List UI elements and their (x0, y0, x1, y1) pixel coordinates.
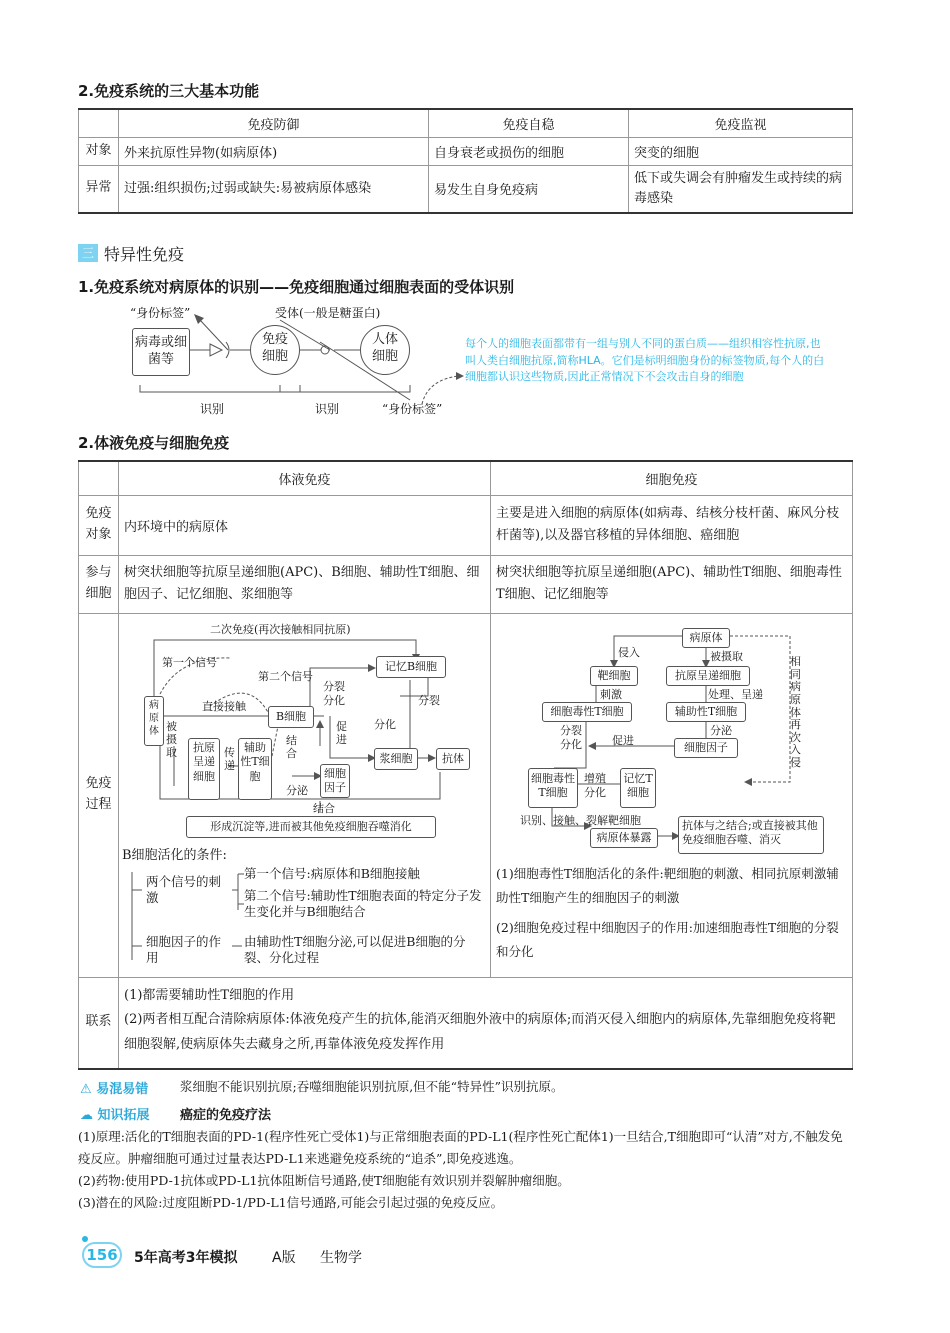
direct-contact-label: 直接接触 (202, 700, 246, 713)
recognition-diagram (120, 300, 450, 425)
row-label-link: 联系 (79, 977, 119, 1069)
promote-label: 促进 (336, 720, 347, 747)
cellular-cells: 树突状细胞等抗原呈递细胞(APC)、辅助性T细胞、细胞毒性T细胞、记忆细胞等 (491, 555, 853, 613)
engulfed-label: 被摄取 (710, 650, 743, 663)
target-cell-box: 靶细胞 (590, 666, 638, 686)
cellular-promote-label: 促进 (612, 734, 634, 747)
cellular-apc-box: 抗原呈递细胞 (666, 666, 750, 686)
confuse-label-text: 易混易错 (96, 1082, 149, 1097)
functions-row-label: 对象 (79, 137, 119, 165)
page-number: 156 (82, 1242, 122, 1268)
secondary-immunity-label: 二次免疫(再次接触相同抗原) (210, 623, 351, 636)
engulf-label: 被摄取 (166, 720, 177, 760)
link-line-1: (1)都需要辅助性T细胞的作用 (124, 987, 295, 1003)
cytokine-action-label: 细胞因子的作用 (146, 934, 222, 966)
bcell-signal1-text: 第一个信号:病原体和B细胞接触 (244, 866, 420, 881)
pathogen-box: 病毒或细菌等 (132, 328, 190, 376)
table-header-empty (79, 461, 119, 495)
cellular-th-box: 辅助性T细胞 (666, 702, 746, 722)
humoral-target: 内环境中的病原体 (119, 495, 491, 555)
link-line-2: (2)两者相互配合清除病原体:体液免疫产生的抗体,能消灭细胞外液中的病原体;而消灭侵入细胞内的病原体,先靠细胞免疫将靶细胞裂解,使病原体失去藏身之所,再靠体液免疫发挥作用 (124, 1012, 836, 1052)
human-cell-circle: 人体细胞 (360, 325, 410, 375)
reinvade-label: 相同病原体再次入侵 (790, 655, 801, 770)
functions-cell: 外来抗原性异物(如病原体) (119, 137, 429, 165)
table-header-cellular: 细胞免疫 (491, 461, 853, 495)
extend-content (78, 1126, 853, 1214)
recognize-label: 识别 (315, 402, 340, 416)
section-title-three-functions: 2.免疫系统的三大基本功能 (78, 82, 260, 100)
cellular-divide-label: 分裂分化 (560, 724, 582, 752)
functions-header-defense: 免疫防御 (119, 109, 429, 137)
cellular-secrete-label: 分泌 (710, 724, 732, 737)
process-present-label: 处理、呈递 (708, 688, 763, 701)
split-label: 分裂 (418, 694, 440, 707)
stimulate-label: 刺激 (600, 688, 622, 701)
humoral-th-box: 辅助性T细胞 (238, 738, 272, 800)
tag-left-label: “身份标签” (130, 306, 191, 320)
subsection-title-recognition: 1.免疫系统对病原体的识别——免疫细胞通过细胞表面的受体识别 (78, 278, 515, 296)
extend-paragraph-2: (2)药物:使用PD-1抗体或PD-L1抗体阻断信号通路,使T细胞能有效识别并裂解肿瘤细胞。 (78, 1172, 570, 1188)
link-cell (119, 977, 853, 1069)
extend-label (80, 1104, 150, 1123)
divide-label: 分裂分化 (323, 680, 345, 708)
antibody-bind-box: 抗体与之结合;或直接被其他免疫细胞吞噬、消灭 (678, 816, 824, 854)
section-badge-icon: 三 (78, 244, 98, 262)
invade-label: 侵入 (618, 646, 640, 659)
extend-paragraph-3: (3)潜在的风险:过度阻断PD-1/PD-L1信号通路,可能会引起过强的免疫反应。 (78, 1194, 504, 1210)
ctl-activation-note: (1)细胞毒性T细胞活化的条件:靶细胞的刺激、相同抗原刺激辅助性T细胞产生的细胞因子的刺激 (496, 866, 839, 905)
humoral-cells: 树突状细胞等抗原呈递细胞(APC)、B细胞、辅助性T细胞、细胞因子、记忆细胞、浆细胞等 (119, 555, 491, 613)
memory-bcell-box: 记忆B细胞 (376, 656, 446, 678)
extend-paragraph-1: (1)原理:活化的T细胞表面的PD-1(程序性死亡受体1)与正常细胞表面的PD-L1(程序性死亡配体1)一旦结合,T细胞即可“认清”对方,不触发免疫反应。肿瘤细胞可通过过量表达PD-L1来逃避免疫系统的“追杀”,即免疫逃逸。 (78, 1129, 843, 1166)
cellular-pathogen-box: 病原体 (682, 628, 730, 648)
cytokine-role-note: (2)细胞免疫过程中细胞因子的作用:加速细胞毒性T细胞的分裂和分化 (496, 920, 839, 959)
functions-cell: 低下或失调会有肿瘤发生或持续的病毒感染 (629, 165, 853, 213)
row-label-cells: 参与细胞 (79, 555, 119, 613)
result-box: 形成沉淀等,进而被其他免疫细胞吞噬消化 (186, 816, 436, 838)
cellular-target: 主要是进入细胞的病原体(如病毒、结核分枝杆菌、麻风分枝杆菌等),以及器官移植的异体细胞、癌细胞 (491, 495, 853, 555)
functions-cell: 自身衰老或损伤的细胞 (429, 137, 629, 165)
footer-edition: A版 (272, 1250, 296, 1266)
signal1-label: 第一个信号 (162, 656, 217, 669)
bcell-activation-title: B细胞活化的条件: (122, 848, 227, 863)
section-title-specific-immunity: 特异性免疫 (104, 245, 185, 264)
functions-table (78, 108, 853, 214)
plasma-cell-box: 浆细胞 (374, 748, 418, 770)
table-header-humoral: 体液免疫 (119, 461, 491, 495)
functions-header-surveillance: 免疫监视 (629, 109, 853, 137)
secrete-label: 分泌 (286, 784, 308, 797)
row-label-process: 免疫过程 (79, 613, 119, 977)
cellular-cytokine-box: 细胞因子 (674, 738, 738, 758)
combine-label: 结合 (313, 802, 335, 815)
memory-tcell-box: 记忆T细胞 (620, 768, 656, 808)
humoral-apc-box: 抗原呈递细胞 (188, 738, 220, 800)
extend-title: 癌症的免疫疗法 (180, 1108, 272, 1123)
receptor-label: 受体(一般是糖蛋白) (275, 306, 381, 320)
bcell-signal2-text: 第二个信号:辅助性T细胞表面的特定分子发生变化并与B细胞结合 (244, 888, 482, 920)
functions-cell: 突变的细胞 (629, 137, 853, 165)
recognize-lyse-label: 识别、接触、裂解靶细胞 (520, 814, 641, 827)
ctl-box: 细胞毒性T细胞 (542, 702, 632, 722)
subsection-title-humoral-cellular: 2.体液免疫与细胞免疫 (78, 434, 230, 452)
ctl2-box: 细胞毒性T细胞 (528, 768, 578, 808)
row-label-target: 免疫对象 (79, 495, 119, 555)
hla-note: 每个人的细胞表面都带有一组与别人不同的蛋白质——组织相容性抗原,也叫人类白细胞抗原,简称HLA。它们是标明细胞身份的标签物质,每个人的白细胞都认识这些物质,因此正常情况下不会攻击自身的细胞 (465, 337, 825, 383)
humoral-diagram (120, 616, 490, 976)
note-arrow-icon (418, 370, 468, 410)
extend-label-text: 知识拓展 (97, 1108, 150, 1123)
humoral-bcell-box: B细胞 (268, 706, 314, 728)
confuse-label (80, 1078, 148, 1097)
functions-cell: 过强:组织损伤;过弱或缺失:易被病原体感染 (119, 165, 429, 213)
functions-row-label: 异常 (79, 165, 119, 213)
antibody-box: 抗体 (436, 748, 470, 770)
humoral-cytokine-box: 细胞因子 (320, 764, 350, 798)
functions-header-homeostasis: 免疫自稳 (429, 109, 629, 137)
differentiate-label: 分化 (374, 718, 396, 731)
bind-label: 结合 (286, 734, 297, 761)
humoral-pathogen-box: 病原体 (144, 696, 164, 746)
functions-header-empty (79, 109, 119, 137)
cytokine-action-text: 由辅助性T细胞分泌,可以促进B细胞的分裂、分化过程 (244, 934, 466, 966)
warning-icon: ⚠ (80, 1082, 92, 1097)
footer-subject: 生物学 (320, 1250, 362, 1266)
proliferate-label: 增殖分化 (584, 772, 606, 800)
functions-cell: 易发生自身免疫病 (429, 165, 629, 213)
signal2-label: 第二个信号 (258, 670, 313, 683)
page-dot-icon (82, 1236, 88, 1242)
cloud-icon: ☁ (80, 1108, 93, 1123)
transmit-label: 传递 (224, 746, 235, 773)
cellular-diagram (494, 616, 852, 976)
pathogen-exposed-box: 病原体暴露 (590, 828, 658, 848)
confuse-text: 浆细胞不能识别抗原;吞噬细胞能识别抗原,但不能“特异性”识别抗原。 (180, 1079, 564, 1094)
recognize-label: 识别 (200, 402, 225, 416)
two-signals-label: 两个信号的刺激 (146, 874, 222, 906)
immune-cell-circle: 免疫细胞 (250, 325, 300, 375)
tag-right-label: “身份标签” (382, 402, 443, 416)
footer-book: 5年高考3年模拟 (134, 1250, 238, 1266)
